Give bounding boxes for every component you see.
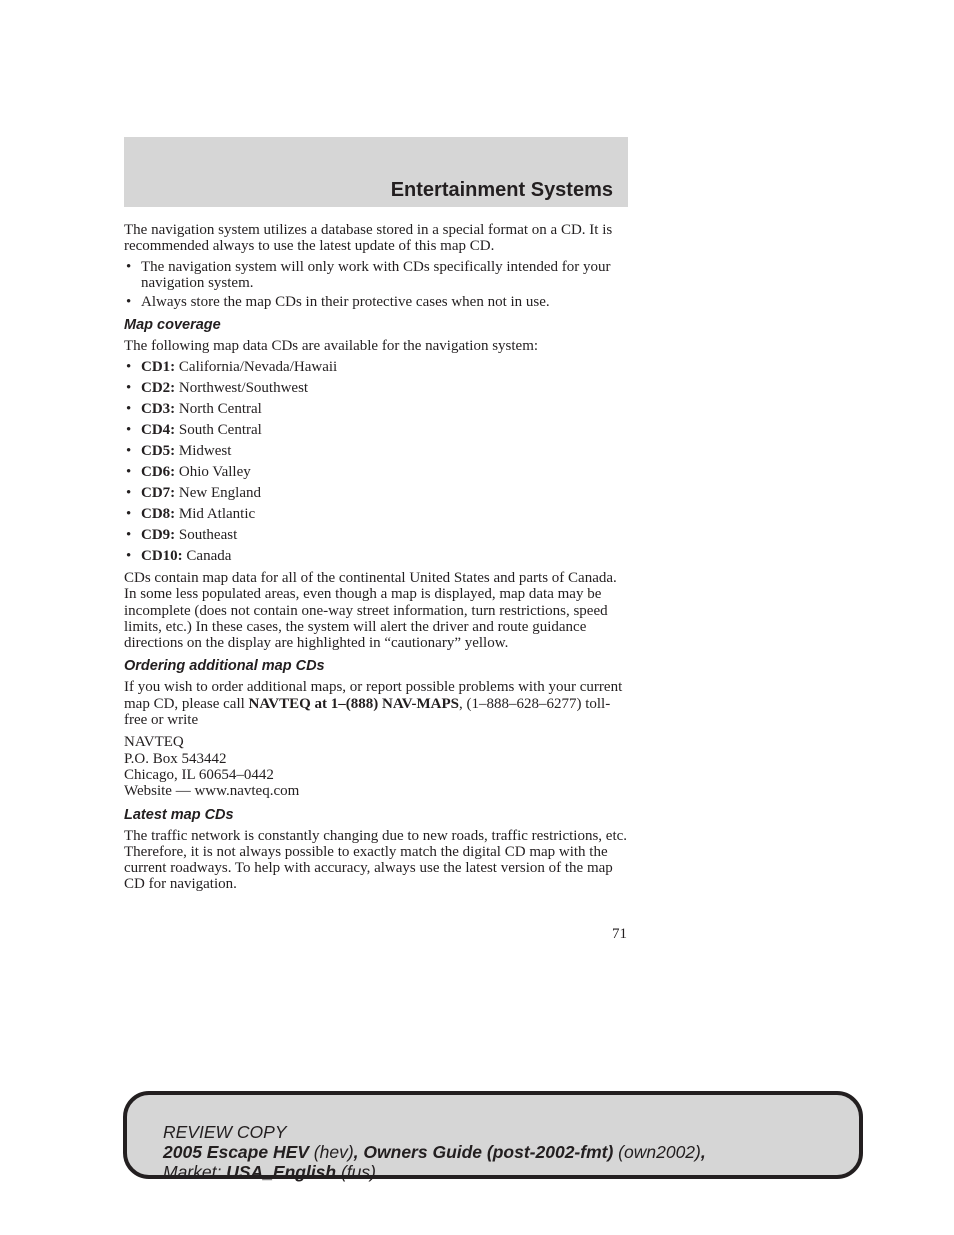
list-item (124, 485, 630, 501)
list-item (124, 527, 630, 543)
mailing-address (124, 734, 630, 799)
cd-list (124, 359, 630, 564)
ordering-text-after: , (1–888–628–6277) toll-free or write (124, 695, 611, 729)
footer-text (163, 1122, 706, 1182)
cd-region: California/Nevada/Hawaii (175, 358, 338, 375)
list-item (124, 506, 630, 522)
cd-label: CD3: (141, 400, 176, 417)
footer-market-label: Market: (163, 1162, 227, 1182)
cd-label: CD9: (141, 526, 176, 543)
footer-guide-code: (own2002) (613, 1142, 701, 1162)
footer-model: 2005 Escape HEV (163, 1142, 309, 1162)
ordering-paragraph (124, 679, 630, 728)
footer-guide: Owners Guide (post-2002-fmt) (363, 1142, 614, 1162)
ordering-text-before: If you wish to order additional maps, or report possible problems with your current map CD, please call (124, 679, 623, 712)
footer-sep: , (700, 1142, 706, 1162)
cd-region: Southeast (175, 526, 238, 543)
list-item (124, 548, 630, 564)
cd-region: South Central (175, 421, 262, 438)
cd-region: Ohio Valley (175, 463, 251, 480)
page-content (124, 222, 630, 897)
footer-market-code: (fus) (336, 1162, 376, 1182)
section-header-band (124, 137, 628, 207)
page-number: 71 (612, 926, 627, 942)
intro-bullets (124, 259, 630, 311)
cd-region: North Central (175, 400, 262, 417)
cd-label: CD7: (141, 484, 176, 501)
address-line: P.O. Box 543442 (124, 750, 227, 767)
footer-review: REVIEW COPY (163, 1122, 287, 1142)
review-copy-footer (123, 1091, 863, 1182)
section-title: Entertainment Systems (390, 179, 613, 201)
list-item (124, 401, 630, 417)
list-item (124, 443, 630, 459)
list-item: • Always store the map CDs in their protective cases when not in use. (124, 294, 630, 310)
cd-region: New England (175, 484, 261, 501)
list-item (124, 422, 630, 438)
cd-label: CD6: (141, 463, 176, 480)
latest-heading: Latest map CDs (124, 806, 234, 823)
cd-label: CD2: (141, 379, 176, 396)
list-item (124, 359, 630, 375)
intro-paragraph: The navigation system utilizes a database stored in a special format on a CD. It is recommended always to use the latest update of this map CD. (124, 222, 613, 255)
cd-label: CD8: (141, 505, 176, 522)
cd-label: CD10: (141, 547, 183, 564)
ordering-heading: Ordering additional map CDs (124, 658, 325, 675)
list-item (124, 464, 630, 480)
cd-label: CD1: (141, 358, 176, 375)
address-line: Website — www.navteq.com (124, 783, 300, 800)
footer-model-code: (hev) (308, 1142, 354, 1162)
ordering-phone: NAVTEQ at 1–(888) NAV-MAPS (248, 695, 459, 712)
cd-label: CD5: (141, 442, 176, 459)
cd-region: Canada (182, 547, 232, 564)
address-line: NAVTEQ (124, 734, 184, 751)
map-coverage-heading: Map coverage (124, 317, 221, 334)
list-item: • The navigation system will only work with CDs specifically intended for your navigation system. (124, 259, 630, 292)
cd-region: Northwest/Southwest (175, 379, 309, 396)
cd-label: CD4: (141, 421, 176, 438)
cd-region: Midwest (175, 442, 232, 459)
footer-sep: , (353, 1142, 364, 1162)
map-coverage-note: CDs contain map data for all of the continental United States and parts of Canada. In some less populated areas, even though a map is displayed, map data may be incomplete (does not contain one-way street information, turn restrictions, speed limits, etc.) In these cases, the system will alert the driver and route guidance directions on the display are highlighted in “cautionary” yellow. (124, 569, 617, 652)
cd-region: Mid Atlantic (175, 505, 256, 522)
map-coverage-intro: The following map data CDs are available for the navigation system: (124, 338, 539, 355)
footer-market: USA_English (226, 1162, 337, 1182)
list-item (124, 380, 630, 396)
latest-paragraph: The traffic network is constantly changing due to new roads, traffic restrictions, etc. Therefore, it is not always possible to exactly match the digital CD map with the current roadways. To help with accuracy, always use the latest version of the map CD for navigation. (124, 827, 628, 893)
address-line: Chicago, IL 60654–0442 (124, 766, 274, 783)
